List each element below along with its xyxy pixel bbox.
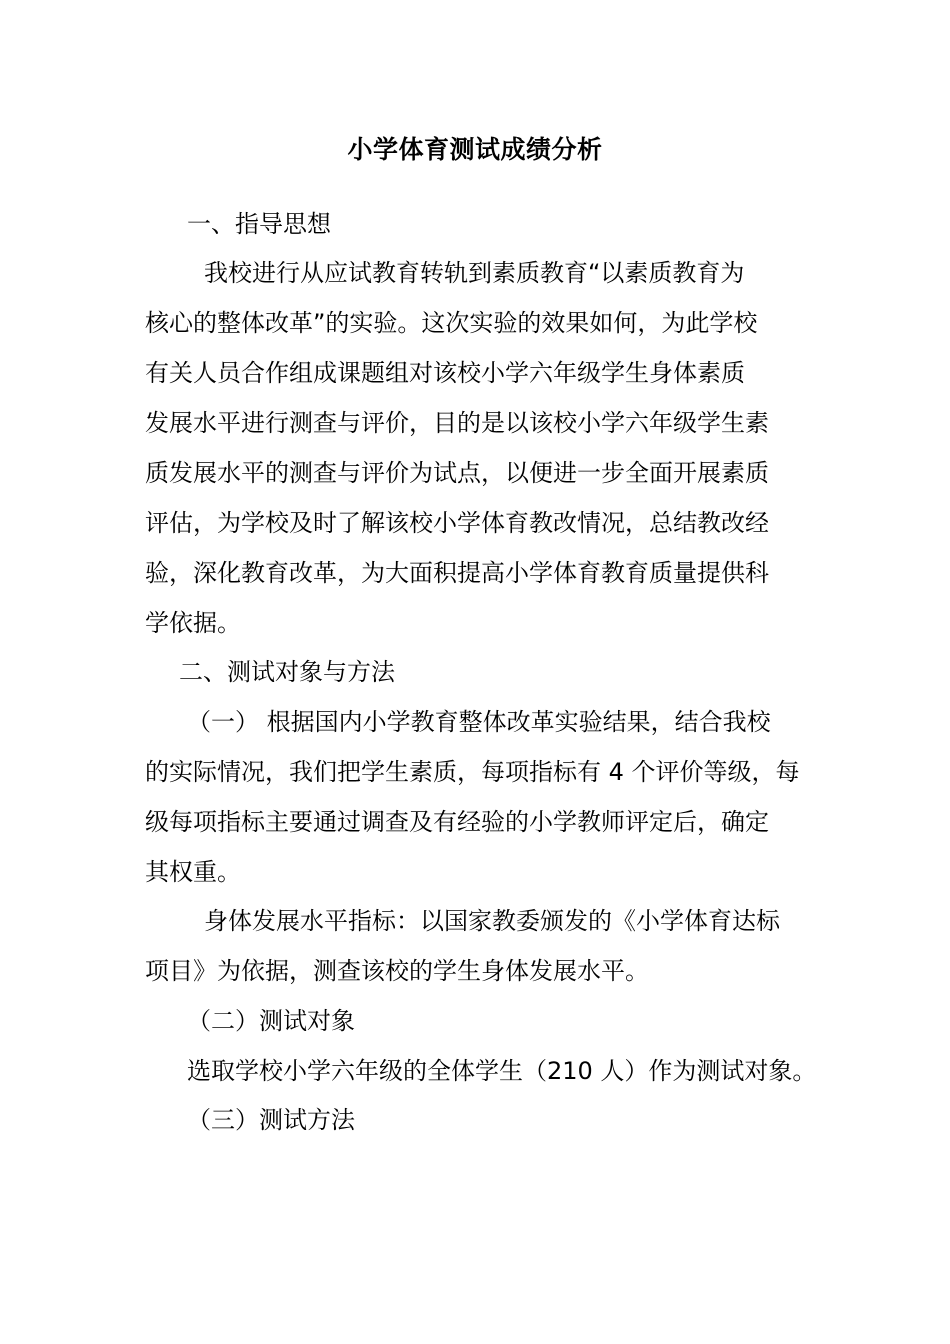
paragraph-line: 级每项指标主要通过调查及有经验的小学教师评定后，确定 — [145, 808, 769, 836]
document-title: 小学体育测试成绩分析 — [347, 135, 603, 164]
paragraph-line: 有关人员合作组成课题组对该校小学六年级学生身体素质 — [145, 359, 745, 387]
paragraph-line: （一） 根据国内小学教育整体改革实验结果，结合我校 — [187, 708, 771, 736]
paragraph-line: 学依据。 — [145, 609, 241, 637]
paragraph-line: 发展水平进行测查与评价，目的是以该校小学六年级学生素 — [145, 409, 769, 437]
section-heading-guiding-ideology: 一、指导思想 — [187, 210, 331, 238]
paragraph-line: 的实际情况，我们把学生素质，每项指标有 4 个评价等级，每 — [145, 758, 800, 786]
paragraph-line: 评估，为学校及时了解该校小学体育教改情况，总结教改经 — [145, 509, 769, 537]
section-heading-subjects-methods: 二、测试对象与方法 — [179, 658, 395, 686]
paragraph-line: 项目》为依据，测查该校的学生身体发展水平。 — [145, 957, 649, 985]
paragraph-line: 选取学校小学六年级的全体学生（210 人）作为测试对象。 — [187, 1057, 817, 1085]
paragraph-line: 其权重。 — [145, 858, 241, 886]
subsection-heading-test-subjects: （二）测试对象 — [187, 1007, 355, 1035]
paragraph-line: 核心的整体改革”的实验。这次实验的效果如何，为此学校 — [145, 309, 758, 337]
paragraph-line: 验，深化教育改革，为大面积提高小学体育教育质量提供科 — [145, 559, 769, 587]
paragraph-line: 质发展水平的测查与评价为试点，以便进一步全面开展素质 — [145, 459, 769, 487]
paragraph-line: 我校进行从应试教育转轨到素质教育“以素质教育为 — [204, 259, 745, 287]
subsection-heading-test-methods: （三）测试方法 — [187, 1106, 355, 1134]
paragraph-line: 身体发展水平指标：以国家教委颁发的《小学体育达标 — [204, 907, 780, 935]
